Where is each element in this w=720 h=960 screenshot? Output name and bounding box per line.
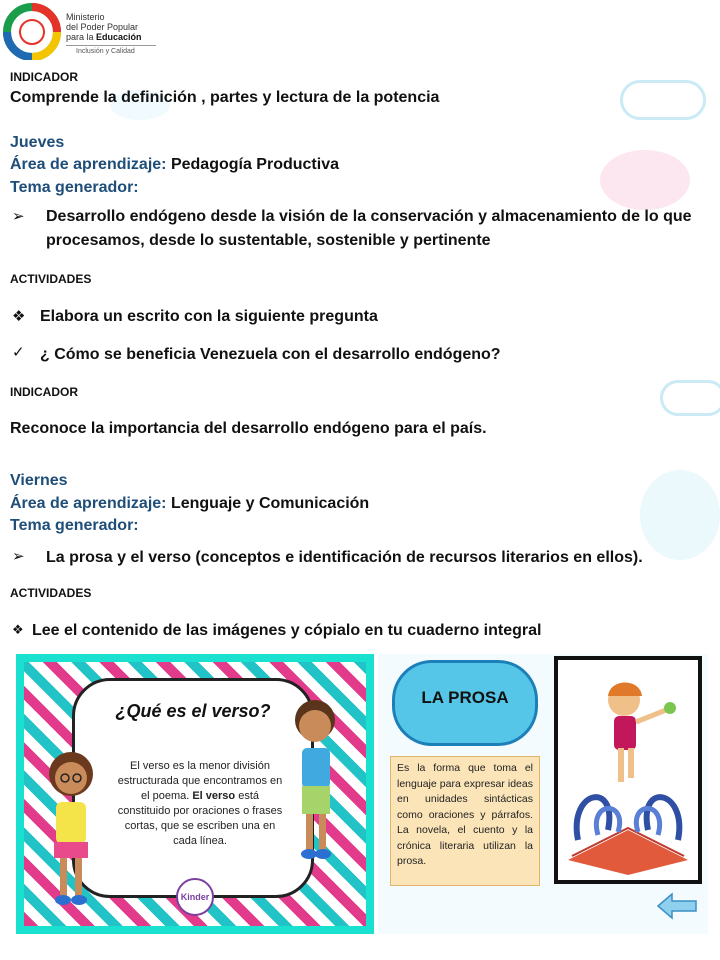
theme-text-line2: procesamos, desde lo sustentable, sostenible y pertinente <box>46 232 491 249</box>
theme-label-thursday: Tema generador: <box>10 179 139 196</box>
indicator-label: INDICADOR <box>10 70 78 84</box>
kinder-logo: Kinder <box>176 878 214 916</box>
ministry-logo <box>2 2 160 60</box>
boy-illustration <box>278 690 352 880</box>
learning-area-thursday: Área de aprendizaje: Pedagogía Productiva <box>10 156 339 173</box>
indicator-text-thursday: Reconoce la importancia del desarrollo endógeno para el país. <box>10 420 487 437</box>
arrow-bullet-icon: ➢ <box>12 208 25 225</box>
prose-infographic <box>378 654 708 934</box>
arrow-bullet-icon: ➢ <box>12 548 25 565</box>
check-bullet-icon: ✓ <box>12 344 25 361</box>
theme-text-line1: Desarrollo endógeno desde la visión de la conservación y almacenamiento de lo que <box>46 208 692 225</box>
activity-text-friday: Lee el contenido de las imágenes y cópialo en tu cuaderno integral <box>32 622 542 639</box>
prose-body: Es la forma que toma el lenguaje para expresar ideas en unidades sintácticas como oraciones y párrafos. La novela, el cuento y la crónica literaria utilizan la prosa. <box>397 762 533 867</box>
learning-area-friday: Área de aprendizaje: Lenguaje y Comunicación <box>10 495 370 512</box>
logo-subtitle: Inclusión y Calidad <box>76 48 135 55</box>
girl-on-book-illustration <box>558 660 698 880</box>
diamond-bullet-icon: ❖ <box>12 622 24 637</box>
background-blob <box>640 470 720 560</box>
logo-text: Ministerio del Poder Popular para la Educación <box>66 12 142 42</box>
ministry-emblem-icon <box>2 2 62 60</box>
activities-label-thursday: ACTIVIDADES <box>10 272 92 286</box>
prose-text-box <box>390 756 540 886</box>
background-cloud <box>620 80 706 120</box>
back-arrow-icon[interactable] <box>656 892 698 920</box>
activity-text: Elabora un escrito con la siguiente pregunta <box>40 308 378 325</box>
background-blob <box>600 150 690 210</box>
logo-divider <box>66 45 156 46</box>
verse-title: ¿Qué es el verso? <box>115 701 271 721</box>
activity-question: ¿ Cómo se beneficia Venezuela con el desarrollo endógeno? <box>40 346 501 363</box>
girl-illustration <box>34 738 108 918</box>
prose-title: LA PROSA <box>421 688 509 707</box>
theme-label-friday: Tema generador: <box>10 517 139 534</box>
activities-label-friday: ACTIVIDADES <box>10 586 92 600</box>
day-heading-thursday: Jueves <box>10 134 65 151</box>
background-cloud <box>660 380 720 416</box>
diamond-bullet-icon: ❖ <box>12 308 26 325</box>
verse-infographic <box>16 654 374 934</box>
indicator-text: Comprende la definición , partes y lectura de la potencia <box>10 89 440 106</box>
verse-body: El verso es la menor división estructurada que encontramos en el poema. El verso está constituido por oraciones o frases cortas, que se escriben una en cada línea. <box>117 760 283 847</box>
indicator-label-thursday: INDICADOR <box>10 385 78 399</box>
day-heading-friday: Viernes <box>10 472 68 489</box>
prose-picture-frame <box>554 656 702 884</box>
theme-text-friday: La prosa y el verso (conceptos e identificación de recursos literarios en ellos). <box>46 549 643 566</box>
